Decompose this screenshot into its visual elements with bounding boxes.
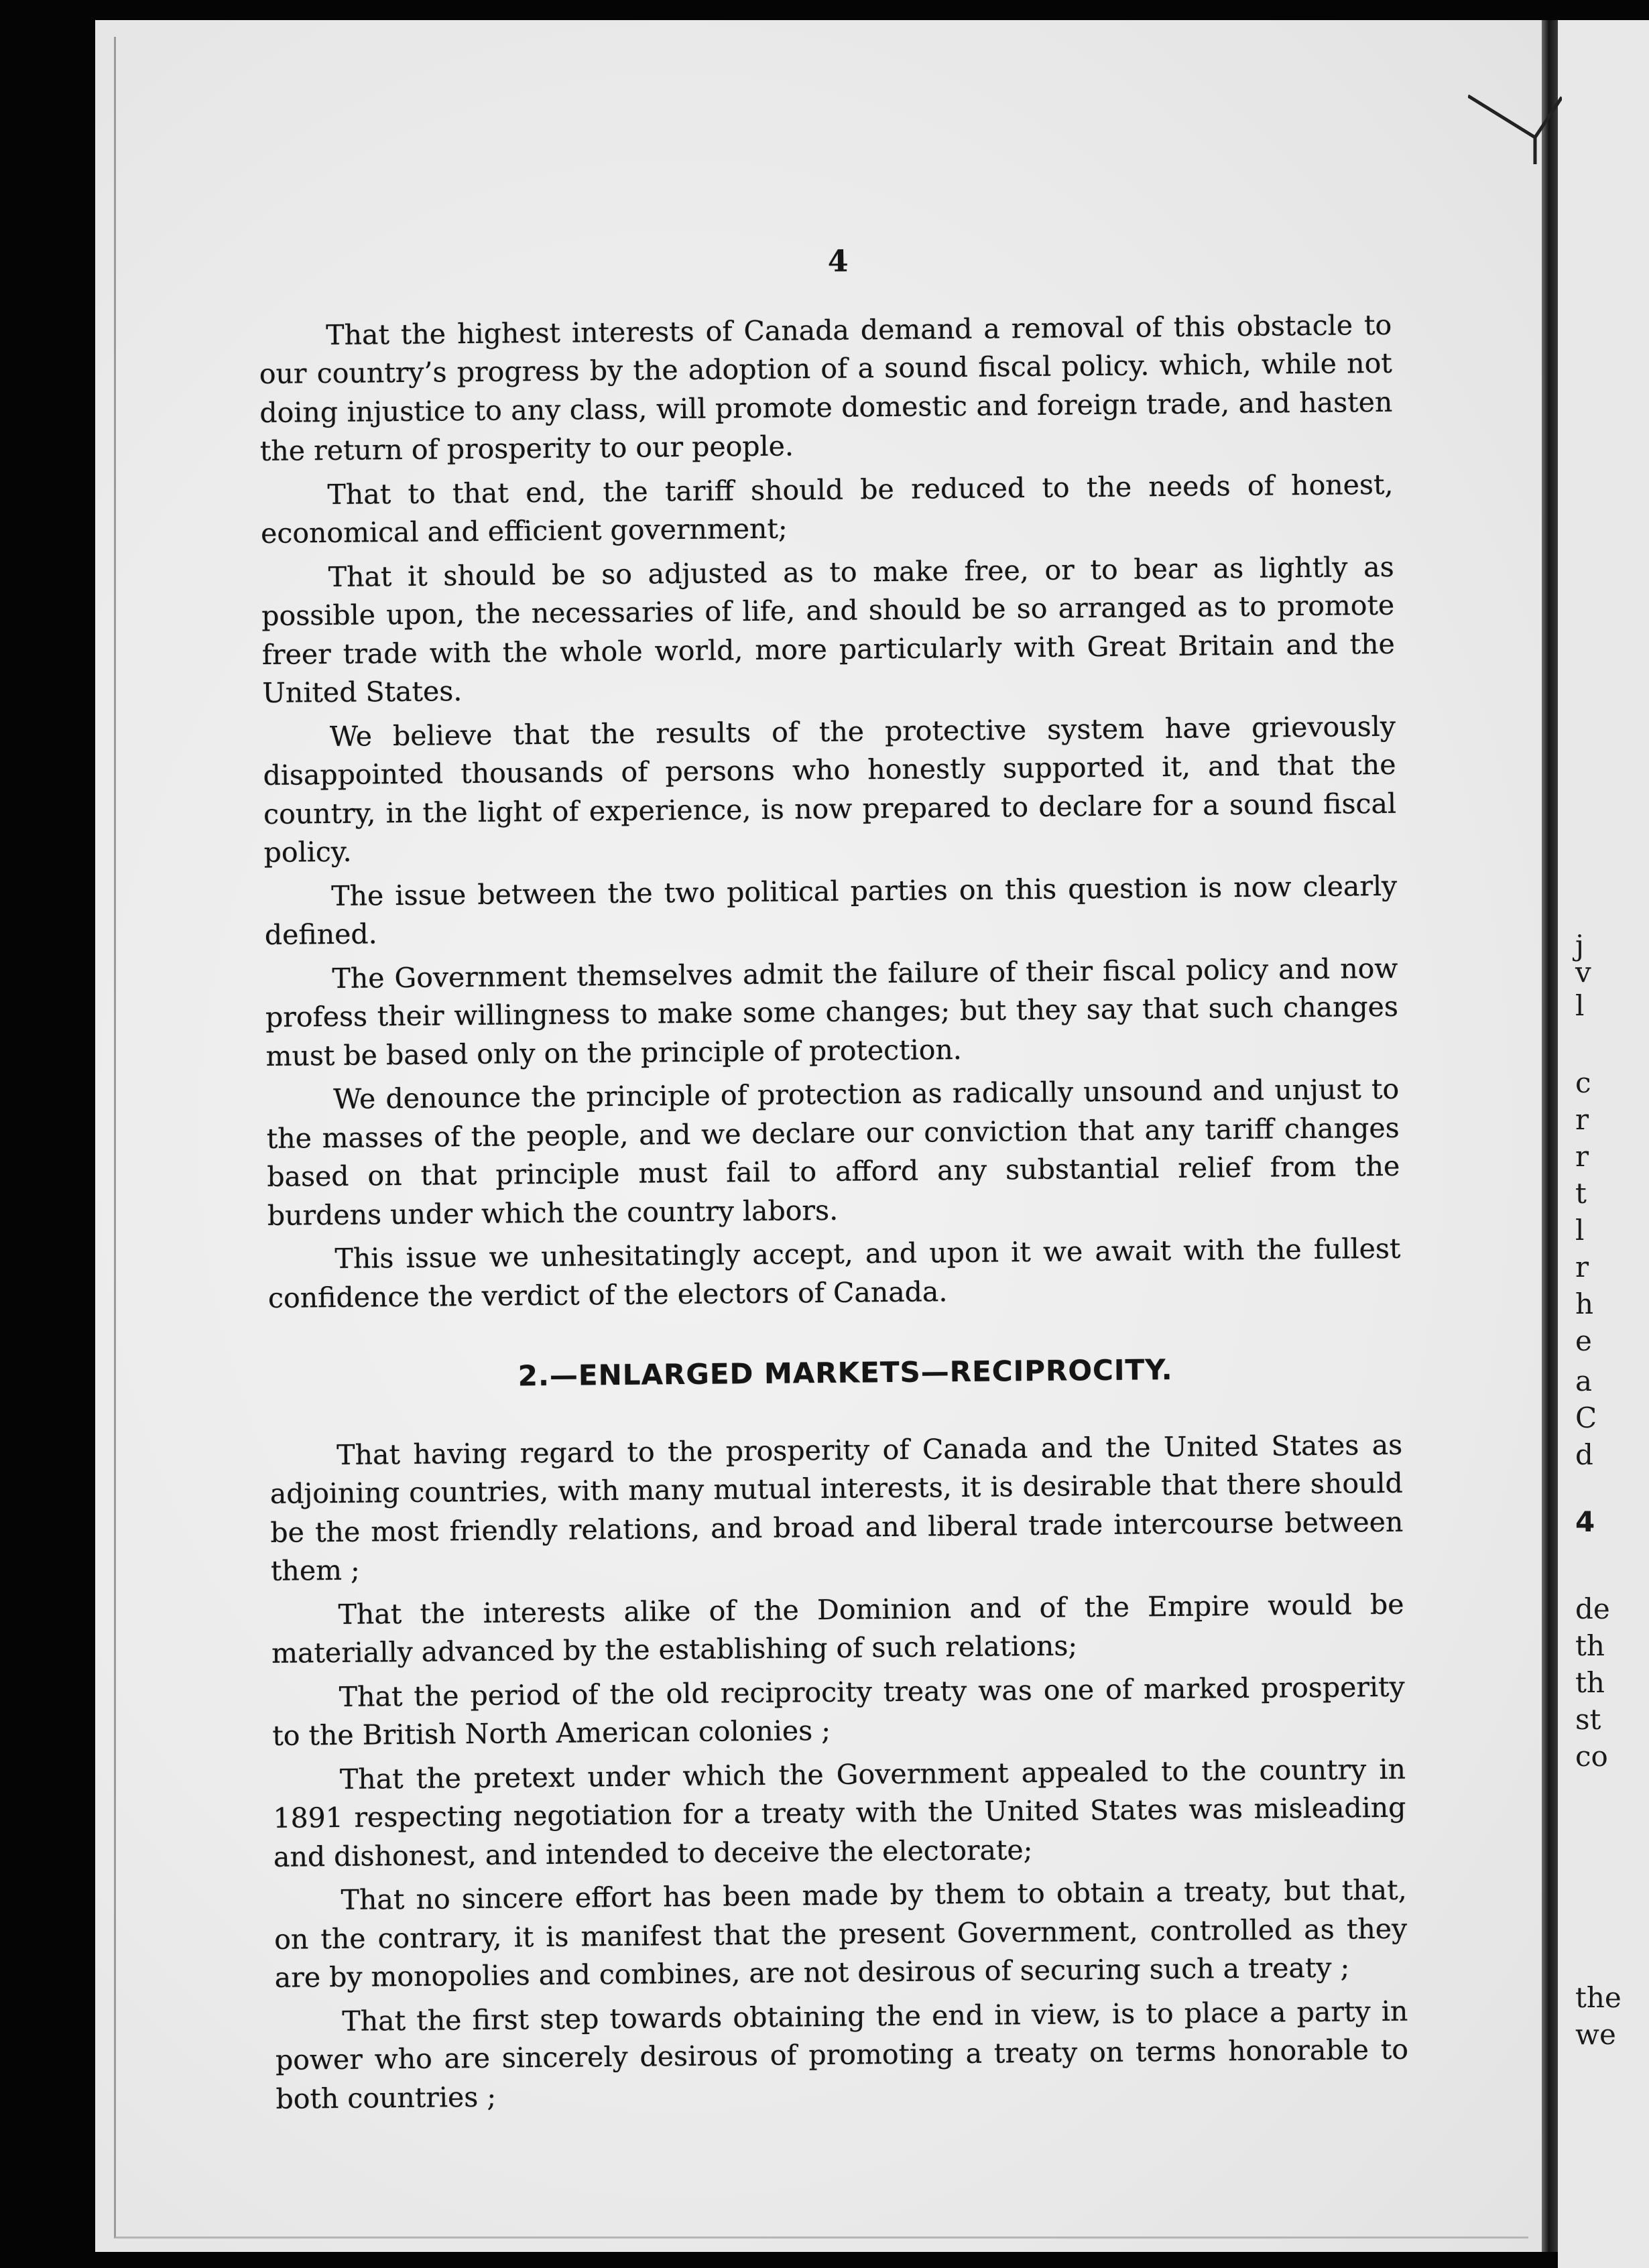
facing-page-fragment: we: [1575, 2018, 1616, 2051]
facing-page-fragment: th: [1575, 1666, 1605, 1699]
page-number: 4: [827, 244, 849, 279]
facing-page-fragment: the: [1575, 1981, 1622, 2014]
facing-page-fragment: e: [1575, 1324, 1592, 1357]
paragraph: That the interests alike of the Dominion and of the Empire would be materially advanced by the establishing of such relations;: [271, 1588, 1404, 1670]
binding-thread: [1468, 90, 1562, 164]
paragraph: That to that end, the tariff should be reduced to the needs of honest, economical and efficient government;: [260, 468, 1394, 550]
paragraph: The issue between the two political parties on this question is now clearly defined.: [264, 869, 1398, 951]
paragraph: We denounce the principle of protection as radically unsound and unjust to the masses of the people, and we declare our conviction that any tariff changes based on that principle must fail to afford any substantial relief from the burdens under which the country labors.: [266, 1072, 1400, 1232]
paragraph: That it should be so adjusted as to make free, or to bear as lightly as possible upon, the necessaries of life, and should be so arranged as to promote freer trade with the whole world, more particularly with Great Britain and the United States.: [261, 550, 1395, 709]
paragraph: That the highest interests of Canada demand a removal of this obstacle to our country’s progress by the adoption of a sound fiscal policy. which, while not doing injustice to any class, will promote domestic and foreign trade, and hasten the return of prosperity to our people.: [259, 308, 1393, 467]
book-gutter: [1542, 20, 1558, 2252]
paragraph: That having regard to the prosperity of Canada and the United States as adjoining countries, with many mutual interests, it is desirable that there should be the most friendly relations, and broad and liberal trade intercourse between them ;: [269, 1428, 1404, 1587]
facing-page-fragment: c: [1575, 1066, 1591, 1099]
facing-page-fragment: a: [1575, 1365, 1593, 1397]
paragraph: The Government themselves admit the failure of their fiscal policy and now profess their willingness to make some changes; but they say that such changes must be based only on the principle of protection.: [265, 952, 1399, 1072]
paragraph: That the period of the old reciprocity treaty was one of marked prosperity to the British North American colonies ;: [272, 1670, 1405, 1752]
facing-page-fragment: t: [1575, 1177, 1587, 1210]
section-heading: 2.—ENLARGED MARKETS—RECIPROCITY.: [517, 1352, 1173, 1393]
facing-page-fragment: st: [1575, 1703, 1601, 1736]
facing-page-fragment: r: [1575, 1140, 1589, 1173]
facing-page-fragment: h: [1575, 1287, 1594, 1320]
facing-page-fragment: de: [1575, 1592, 1610, 1625]
facing-page-fragment: co: [1575, 1740, 1608, 1773]
facing-page-fragment: j: [1575, 929, 1585, 962]
facing-page-fragment: th: [1575, 1629, 1605, 1662]
page-text: [258, 237, 1409, 2124]
facing-page-edge: [1558, 20, 1649, 2268]
facing-page-fragment: r: [1575, 1103, 1589, 1136]
facing-page-fragment: C: [1575, 1401, 1597, 1434]
facing-page-fragment: r: [1575, 1251, 1589, 1283]
paragraph: That no sincere effort has been made by them to obtain a treaty, but that, on the contrary, it is manifest that the present Government, controlled as they are by monopolies and combines, are not desirous of securing such a treaty ;: [273, 1873, 1408, 1994]
paragraph: That the first step towards obtaining the end in view, is to place a party in power who are sincerely desirous of promoting a treaty on terms honorable to both countries ;: [275, 1995, 1409, 2115]
facing-page-fragment: d: [1575, 1438, 1593, 1471]
facing-page-fragment: 4: [1575, 1505, 1595, 1538]
paragraph: This issue we unhesitatingly accept, and upon it we await with the fullest confidence the verdict of the electors of Canada.: [267, 1232, 1401, 1314]
paragraph: That the pretext under which the Government appealed to the country in 1891 respecting negotiation for a treaty with the United States was misleading and dishonest, and intended to deceive the electorate;: [273, 1753, 1406, 1873]
facing-page-fragment: l: [1575, 1214, 1585, 1247]
paragraph: We believe that the results of the protective system have grievously disappointed thousands of persons who honestly supported it, and that the country, in the light of experience, is now prepared to declare for a sound fiscal policy.: [263, 710, 1397, 869]
facing-page-fragment: l: [1575, 989, 1585, 1022]
facing-page-fragment: v: [1575, 956, 1591, 989]
